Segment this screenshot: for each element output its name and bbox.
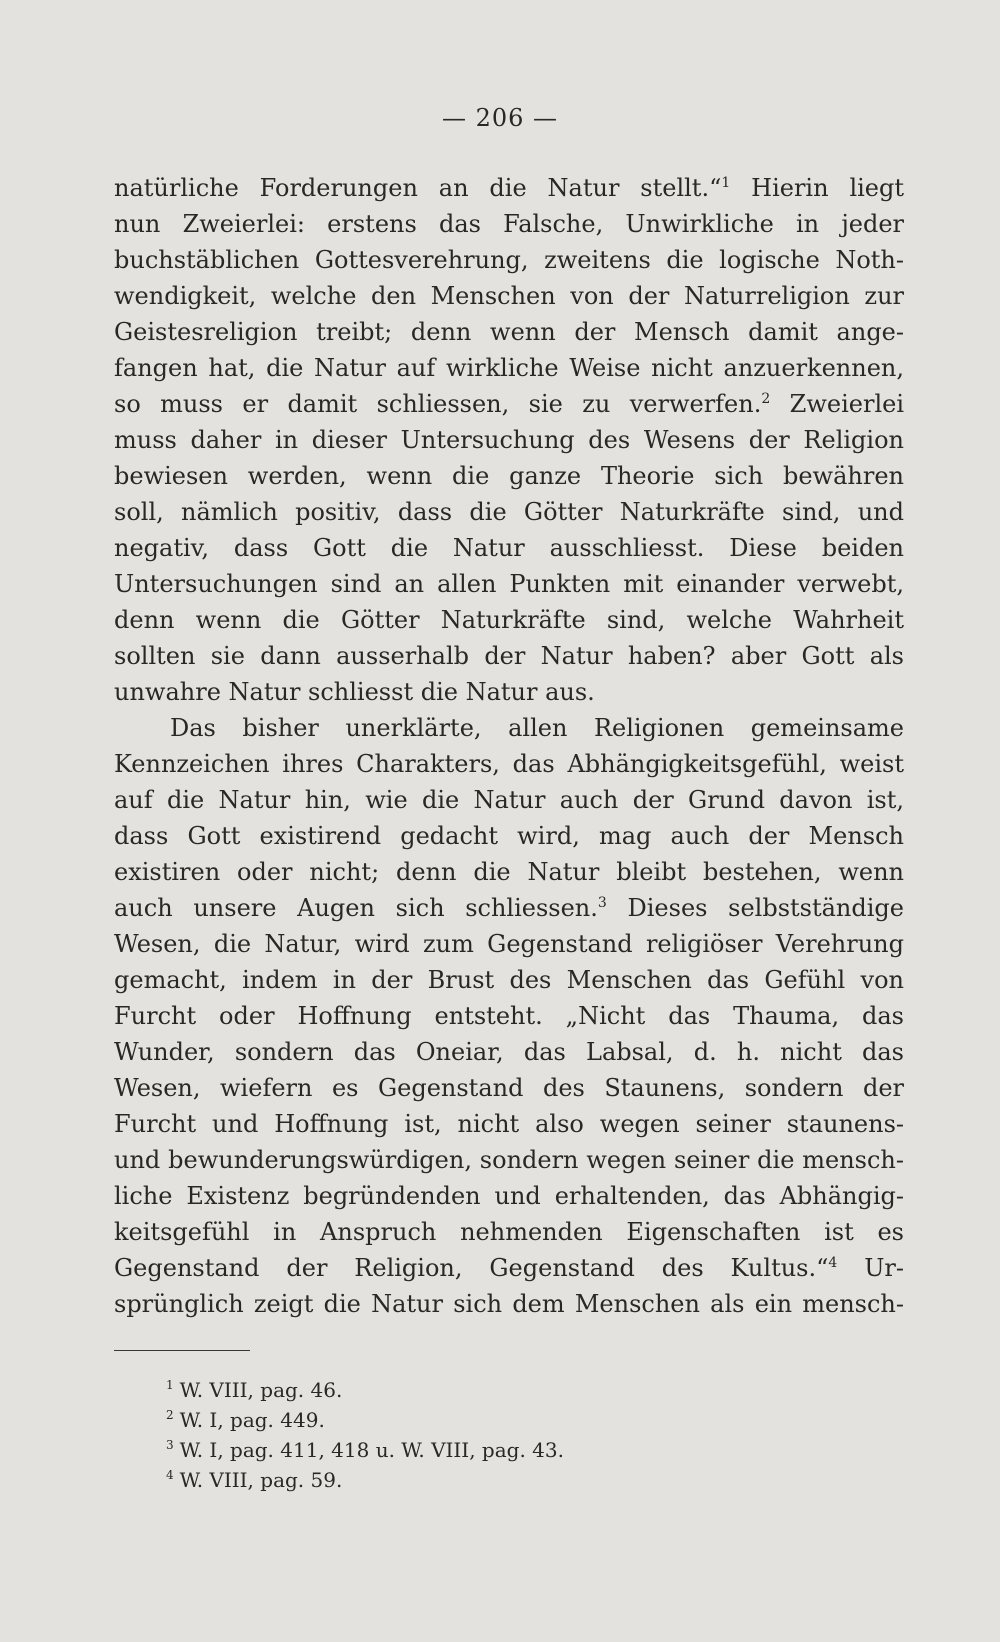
text-line: dass Gott existirend gedacht wird, mag auch der Mensch [114,822,904,850]
text-line: natürliche Forderungen an die Natur stellt.“$^1$ Hierin liegt [114,174,905,202]
text-line: Wunder, sondern das Oneiar, das Labsal, d. h. nicht das [114,1038,904,1066]
text-line: Furcht und Hoffnung ist, nicht also wegen seiner staunens- [114,1110,904,1138]
text-line: Wesen, wiefern es Gegenstand des Staunens, sondern der [114,1074,904,1102]
text-line: Untersuchungen sind an allen Punkten mit einander verwebt, [114,570,904,598]
text-line: Gegenstand der Religion, Gegenstand des Kultus.“$^4$ Ur- [114,1254,905,1282]
footnote-ref: 2 [761,391,771,407]
text-line: Kennzeichen ihres Charakters, das Abhängigkeitsgefühl, weist [114,750,904,778]
footnote-mark: 2 [166,1408,174,1422]
body-text [114,170,904,1322]
paragraph-first-line: Das bisher unerklärte, allen Religionen gemeinsame [170,714,904,742]
text-line: buchstäblichen Gottesverehrung, zweitens die logische Noth- [114,246,904,274]
text-line: sollten sie dann ausserhalb der Natur haben? aber Gott als [114,642,904,670]
footnote [166,1375,564,1405]
footnote-mark: 4 [166,1468,174,1482]
footnote-divider [114,1350,250,1351]
text-line: existiren oder nicht; denn die Natur bleibt bestehen, wenn [114,858,904,886]
text-line: soll, nämlich positiv, dass die Götter Naturkräfte sind, und [114,498,904,526]
text-line: so muss er damit schliessen, sie zu verwerfen.$^2$ Zweierlei [114,390,904,418]
footnote-text: W. VIII, pag. 59. [179,1468,343,1492]
text-line: gemacht, indem in der Brust des Menschen das Gefühl von [114,966,904,994]
footnote [166,1435,564,1465]
footnote-mark: 1 [166,1378,174,1392]
footnote-text: W. VIII, pag. 46. [179,1378,343,1402]
footnote [166,1405,564,1435]
footnote-mark: 3 [166,1438,174,1452]
page-number: — 206 — [441,104,559,132]
text-line: unwahre Natur schliesst die Natur aus. [114,678,595,706]
text-line: nun Zweierlei: erstens das Falsche, Unwirkliche in jeder [114,210,904,238]
text-line: wendigkeit, welche den Menschen von der Naturreligion zur [114,282,904,310]
text-line: sprünglich zeigt die Natur sich dem Menschen als ein mensch- [114,1290,904,1318]
text-line: muss daher in dieser Untersuchung des Wesens der Religion [114,426,904,454]
text-line: und bewunderungswürdigen, sondern wegen seiner die mensch- [114,1146,904,1174]
text-line: negativ, dass Gott die Natur ausschliesst. Diese beiden [114,534,904,562]
footnote-ref: 1 [721,175,731,191]
footnote-text: W. I, pag. 449. [179,1408,325,1432]
text-line: denn wenn die Götter Naturkräfte sind, welche Wahrheit [114,606,904,634]
text-line: fangen hat, die Natur auf wirkliche Weise nicht anzuerkennen, [114,354,904,382]
footnote-ref: 4 [828,1255,838,1271]
text-line: Wesen, die Natur, wird zum Gegenstand religiöser Verehrung [114,930,904,958]
text-line: keitsgefühl in Anspruch nehmenden Eigenschaften ist es [114,1218,904,1246]
text-line: liche Existenz begründenden und erhaltenden, das Abhängig- [114,1182,904,1210]
text-line: Furcht oder Hoffnung entsteht. „Nicht das Thauma, das [114,1002,904,1030]
footnote-text: W. I, pag. 411, 418 u. W. VIII, pag. 43. [179,1438,564,1462]
text-line: auf die Natur hin, wie die Natur auch der Grund davon ist, [114,786,904,814]
text-line: Geistesreligion treibt; denn wenn der Mensch damit ange- [114,318,904,346]
footnotes [166,1375,564,1495]
text-line: bewiesen werden, wenn die ganze Theorie sich bewähren [114,462,904,490]
footnote-ref: 3 [597,895,607,911]
footnote [166,1465,564,1495]
text-line: auch unsere Augen sich schliessen.$^3$ Dieses selbstständige [114,894,904,922]
